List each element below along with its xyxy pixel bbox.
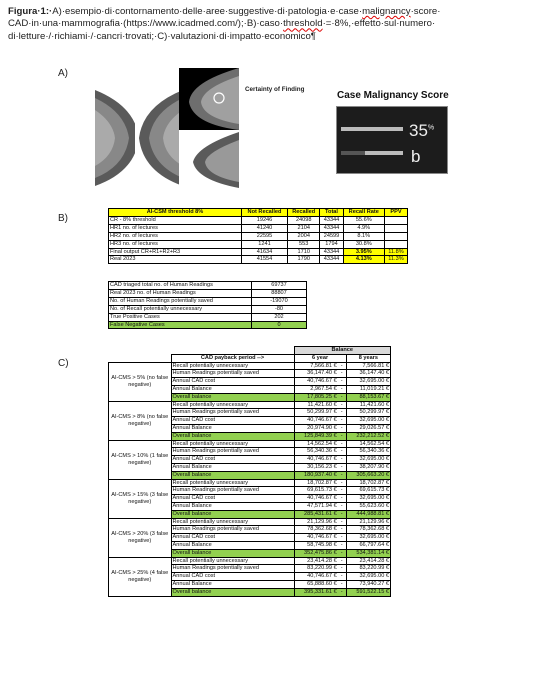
row-label: Human Readings potentially saved xyxy=(171,526,294,534)
cell-separator: - xyxy=(338,362,347,370)
row-label: CR - 8% threshold xyxy=(109,216,242,224)
cell: 55.6% xyxy=(343,216,384,224)
cell-8-years: 38,207.90 € xyxy=(346,463,390,471)
cell: 43344 xyxy=(320,248,343,256)
cell-separator: - xyxy=(338,526,347,534)
cell-6-year: 285,431.61 € xyxy=(294,510,338,518)
cell-separator: - xyxy=(338,510,347,518)
cell-6-year: 40,746.67 € xyxy=(294,417,338,425)
row-label: Real 2023 no. of Human Readings xyxy=(109,289,252,297)
cell-separator: - xyxy=(338,534,347,542)
cell-8-years: 32,695.00 € xyxy=(346,573,390,581)
cell-8-years: 11,421.60 € xyxy=(346,401,390,409)
mammogram-zoom xyxy=(179,68,239,130)
cell: 24599 xyxy=(320,232,343,240)
row-label: Overall balance xyxy=(171,471,294,479)
empty-cell xyxy=(109,347,295,355)
scenario-label: AI-CMS > 20% (3 false negative) xyxy=(109,518,172,557)
certainty-of-finding-label: Certainty of Finding xyxy=(245,86,305,93)
row-label: Recall potentially unnecessary xyxy=(171,479,294,487)
row-label: Human Readings potentially saved xyxy=(171,448,294,456)
table-row xyxy=(109,232,408,240)
cell-8-years: 32,695.00 € xyxy=(346,456,390,464)
row-label: Annual Balance xyxy=(171,502,294,510)
summary-table xyxy=(108,281,307,329)
cell-separator: - xyxy=(338,518,347,526)
cell-separator: - xyxy=(338,432,347,440)
score-bar-fill xyxy=(341,151,365,155)
cell: 1794 xyxy=(320,240,343,248)
part-a-marker: A) xyxy=(58,68,68,79)
table-row xyxy=(109,305,307,313)
row-label: Overall balance xyxy=(171,510,294,518)
cell: 41554 xyxy=(242,256,288,264)
case-malignancy-score-panel xyxy=(336,106,448,174)
cell-6-year: 47,571.94 € xyxy=(294,502,338,510)
cell-separator: - xyxy=(338,448,347,456)
cell-8-years: 29,026.57 € xyxy=(346,424,390,432)
cell-6-year: 20,974.90 € xyxy=(294,424,338,432)
threshold-table xyxy=(108,208,408,264)
cell-8-years: 32,695.00 € xyxy=(346,417,390,425)
row-label: HR3 no. of lectures xyxy=(109,240,242,248)
scenario-label: AI-CMS > 15% (3 false negative) xyxy=(109,479,172,518)
table-row xyxy=(109,440,391,448)
cell-separator: - xyxy=(338,424,347,432)
balance-header: Balance xyxy=(294,347,391,355)
row-label: Annual CAD cost xyxy=(171,534,294,542)
cell: 41634 xyxy=(242,248,288,256)
cell-8-years: 305,663.20 € xyxy=(346,471,390,479)
caption-label: Figura·1:· xyxy=(8,6,53,17)
cell-8-years: 232,212.52 € xyxy=(346,432,390,440)
cell xyxy=(384,232,407,240)
cell-separator: - xyxy=(338,557,347,565)
row-label: False Negative Cases xyxy=(109,321,252,329)
cell: 1710 xyxy=(288,248,320,256)
part-c-marker: C) xyxy=(58,358,69,369)
cell-6-year: 65,888.60 € xyxy=(294,580,338,588)
row-label: Overall balance xyxy=(171,432,294,440)
caption-line2: CAD·in·una·mammografia·(https://www.icadmed.com/);·B)·caso· xyxy=(8,18,284,30)
scenario-label: AI-CMS > 25% (4 false negative) xyxy=(109,557,172,596)
cell-6-year: 40,746.67 € xyxy=(294,573,338,581)
cell: 1790 xyxy=(288,256,320,264)
cell-6-year: 352,475.86 € xyxy=(294,549,338,557)
row-label: Human Readings potentially saved xyxy=(171,487,294,495)
row-label: Annual Balance xyxy=(171,580,294,588)
cell-8-years: 14,562.54 € xyxy=(346,440,390,448)
table-row xyxy=(109,479,391,487)
balance-header-row xyxy=(109,347,391,355)
cell-6-year: 23,414.28 € xyxy=(294,557,338,565)
cell: 3.95% xyxy=(343,248,384,256)
row-label: Real 2023 xyxy=(109,256,242,264)
caption-line3: di·letture·/·richiami·/·cancri·trovati;·C)·valutazioni·di·impatto·economico¶ xyxy=(8,30,316,42)
cell-separator: - xyxy=(338,487,347,495)
cell: 8.1% xyxy=(343,232,384,240)
cell: 22595 xyxy=(242,232,288,240)
cell: -19070 xyxy=(252,297,307,305)
row-label: No. of Human Readings potentially saved xyxy=(109,297,252,305)
cell-separator: - xyxy=(338,370,347,378)
hdr-recalled: Recalled xyxy=(288,209,320,217)
cell: 1241 xyxy=(242,240,288,248)
hdr-not-recalled: Not Recalled xyxy=(242,209,288,217)
row-label: Overall balance xyxy=(171,588,294,596)
row-label: Human Readings potentially saved xyxy=(171,409,294,417)
cell-separator: - xyxy=(338,565,347,573)
cell: 553 xyxy=(288,240,320,248)
cell-8-years: 83,220.99 € xyxy=(346,565,390,573)
table-row xyxy=(109,256,408,264)
cell: 2004 xyxy=(288,232,320,240)
row-label: Annual CAD cost xyxy=(171,417,294,425)
row-label: Annual CAD cost xyxy=(171,378,294,386)
cell-8-years: 591,522.15 € xyxy=(346,588,390,596)
caption-line2-end: ·=·8%,·effetto·sul·numero· xyxy=(322,18,436,30)
cell-separator: - xyxy=(338,479,347,487)
cell-separator: - xyxy=(338,502,347,510)
cell-separator: - xyxy=(338,471,347,479)
cell-6-year: 18,702.87 € xyxy=(294,479,338,487)
hdr-ppv: PPV xyxy=(384,209,407,217)
payback-table xyxy=(108,346,391,597)
cell-separator: - xyxy=(338,378,347,386)
part-b-marker: B) xyxy=(58,213,68,224)
cell: 30.8% xyxy=(343,240,384,248)
case-malignancy-score-title: Case Malignancy Score xyxy=(337,90,449,101)
cell-separator: - xyxy=(338,440,347,448)
cell-8-years: 50,299.97 € xyxy=(346,409,390,417)
cell-separator: - xyxy=(338,549,347,557)
cell-separator: - xyxy=(338,573,347,581)
cell-8-years: 7,566.81 € xyxy=(346,362,390,370)
period-header-row xyxy=(109,354,391,362)
cell-separator: - xyxy=(338,580,347,588)
cell-8-years: 69,615.73 € xyxy=(346,487,390,495)
row-label: No. of Recall potentially unnecessary xyxy=(109,305,252,313)
cell: 0 xyxy=(252,321,307,329)
cell: 11.3% xyxy=(384,256,407,264)
cell-8-years: 11,019.21 € xyxy=(346,385,390,393)
table-row xyxy=(109,321,307,329)
cell: 43344 xyxy=(320,224,343,232)
score-letter: b xyxy=(411,147,421,166)
col-8-years: 8 years xyxy=(346,354,390,362)
cell-8-years: 534,381.14 € xyxy=(346,549,390,557)
scenario-label: AI-CMS > 10% (1 false negative) xyxy=(109,440,172,479)
cell-8-years: 32,695.00 € xyxy=(346,534,390,542)
table-row xyxy=(109,282,307,290)
caption-line1-end: ·score· xyxy=(410,6,441,17)
row-label: Recall potentially unnecessary xyxy=(171,440,294,448)
cell-8-years: 88,153.67 € xyxy=(346,393,390,401)
cell: 43344 xyxy=(320,216,343,224)
cell-separator: - xyxy=(338,588,347,596)
mammogram-images xyxy=(95,68,245,190)
table-row xyxy=(109,289,307,297)
cell-8-years: 18,702.87 € xyxy=(346,479,390,487)
cell-separator: - xyxy=(338,385,347,393)
cell-separator: - xyxy=(338,401,347,409)
scenario-label: AI-CMS > 8% (no false negative) xyxy=(109,401,172,440)
score-bar-top xyxy=(341,127,403,131)
cell-8-years: 23,414.28 € xyxy=(346,557,390,565)
cell: -80 xyxy=(252,305,307,313)
cell-8-years: 36,147.40 € xyxy=(346,370,390,378)
cell-6-year: 30,156.23 € xyxy=(294,463,338,471)
threshold-table-header xyxy=(109,209,408,217)
mammogram-right-lower xyxy=(179,130,239,190)
hdr-recall-rate: Recall Rate xyxy=(343,209,384,217)
cell-8-years: 56,340.36 € xyxy=(346,448,390,456)
table-row xyxy=(109,518,391,526)
hdr-threshold: AI-CSM threshold 8% xyxy=(109,209,242,217)
row-label: True Positive Cases xyxy=(109,313,252,321)
cell-8-years: 78,362.68 € xyxy=(346,526,390,534)
cell-separator: - xyxy=(338,541,347,549)
cell-8-years: 444,988.81 € xyxy=(346,510,390,518)
cell-separator: - xyxy=(338,463,347,471)
table-row xyxy=(109,401,391,409)
row-label: Human Readings potentially saved xyxy=(171,565,294,573)
cell: 2104 xyxy=(288,224,320,232)
table-row xyxy=(109,362,391,370)
cell-6-year: 395,331.61 € xyxy=(294,588,338,596)
row-label: Overall balance xyxy=(171,393,294,401)
score-value: 35% xyxy=(409,121,435,140)
cell-8-years: 66,797.64 € xyxy=(346,541,390,549)
figure-caption xyxy=(8,6,533,43)
row-label: Overall balance xyxy=(171,549,294,557)
mammogram-middle xyxy=(135,86,183,190)
scenario-label: AI-CMS > 5% (no false negative) xyxy=(109,362,172,401)
cell-6-year: 2,967.54 € xyxy=(294,385,338,393)
row-label: Recall potentially unnecessary xyxy=(171,557,294,565)
row-label: HR2 no. of lectures xyxy=(109,232,242,240)
cell-6-year: 69,615.73 € xyxy=(294,487,338,495)
cell-6-year: 56,340.36 € xyxy=(294,448,338,456)
row-label: Annual Balance xyxy=(171,541,294,549)
row-label: Annual Balance xyxy=(171,385,294,393)
caption-word-malignancy: malignancy xyxy=(362,6,411,17)
cell-8-years: 55,623.60 € xyxy=(346,502,390,510)
cell-6-year: 17,805.25 € xyxy=(294,393,338,401)
row-label: Annual Balance xyxy=(171,424,294,432)
row-label: Recall potentially unnecessary xyxy=(171,362,294,370)
row-label: Annual CAD cost xyxy=(171,456,294,464)
cell: 41240 xyxy=(242,224,288,232)
col-6-year: 6 year xyxy=(294,354,346,362)
cell-6-year: 40,746.67 € xyxy=(294,534,338,542)
row-label: Annual CAD cost xyxy=(171,573,294,581)
cell-separator: - xyxy=(338,417,347,425)
cell xyxy=(384,224,407,232)
row-label: Human Readings potentially saved xyxy=(171,370,294,378)
cell-8-years: 32,695.00 € xyxy=(346,378,390,386)
cell-8-years: 32,695.00 € xyxy=(346,495,390,503)
cell-6-year: 180,937.40 € xyxy=(294,471,338,479)
table-row xyxy=(109,216,408,224)
cell-6-year: 11,421.60 € xyxy=(294,401,338,409)
row-label: Recall potentially unnecessary xyxy=(171,401,294,409)
table-row xyxy=(109,248,408,256)
row-label: Recall potentially unnecessary xyxy=(171,518,294,526)
hdr-total: Total xyxy=(320,209,343,217)
cell-8-years: 73,940.27 € xyxy=(346,580,390,588)
table-row xyxy=(109,297,307,305)
cell: 69737 xyxy=(252,282,307,290)
cell: 19246 xyxy=(242,216,288,224)
caption-word-threshold: threshold xyxy=(283,18,323,30)
cell-8-years: 21,129.96 € xyxy=(346,518,390,526)
cell-6-year: 7,566.81 € xyxy=(294,362,338,370)
cell: 24098 xyxy=(288,216,320,224)
table-row xyxy=(109,313,307,321)
cell-separator: - xyxy=(338,495,347,503)
cell xyxy=(384,216,407,224)
cell-6-year: 125,849.39 € xyxy=(294,432,338,440)
cell-6-year: 83,220.99 € xyxy=(294,565,338,573)
row-label: Final output CR+R1+R2+R3 xyxy=(109,248,242,256)
row-label: Annual CAD cost xyxy=(171,495,294,503)
cell: 88807 xyxy=(252,289,307,297)
cell-6-year: 21,129.96 € xyxy=(294,518,338,526)
cell-separator: - xyxy=(338,456,347,464)
cell: 11.8% xyxy=(384,248,407,256)
cell-6-year: 40,746.67 € xyxy=(294,456,338,464)
cell xyxy=(384,240,407,248)
row-label: CAD triaged total no. of Human Readings xyxy=(109,282,252,290)
cell-6-year: 58,745.98 € xyxy=(294,541,338,549)
cell-6-year: 36,147.40 € xyxy=(294,370,338,378)
table-row xyxy=(109,240,408,248)
cell-6-year: 40,746.67 € xyxy=(294,495,338,503)
row-label: HR1 no. of lectures xyxy=(109,224,242,232)
table-row xyxy=(109,557,391,565)
empty-cell xyxy=(109,354,172,362)
cell-6-year: 40,746.67 € xyxy=(294,378,338,386)
cell: 43344 xyxy=(320,256,343,264)
cell: 4.13% xyxy=(343,256,384,264)
cell-6-year: 14,562.54 € xyxy=(294,440,338,448)
period-label: CAD payback period --> xyxy=(171,354,294,362)
caption-line1: A)·esempio·di·contornamento·delle·aree·suggestive·di·patologia·e·case· xyxy=(52,6,363,17)
cell: 202 xyxy=(252,313,307,321)
table-row xyxy=(109,224,408,232)
cell-6-year: 50,299.97 € xyxy=(294,409,338,417)
row-label: Annual Balance xyxy=(171,463,294,471)
cell-separator: - xyxy=(338,393,347,401)
cell: 4.9% xyxy=(343,224,384,232)
cell-separator: - xyxy=(338,409,347,417)
cell-6-year: 78,362.68 € xyxy=(294,526,338,534)
